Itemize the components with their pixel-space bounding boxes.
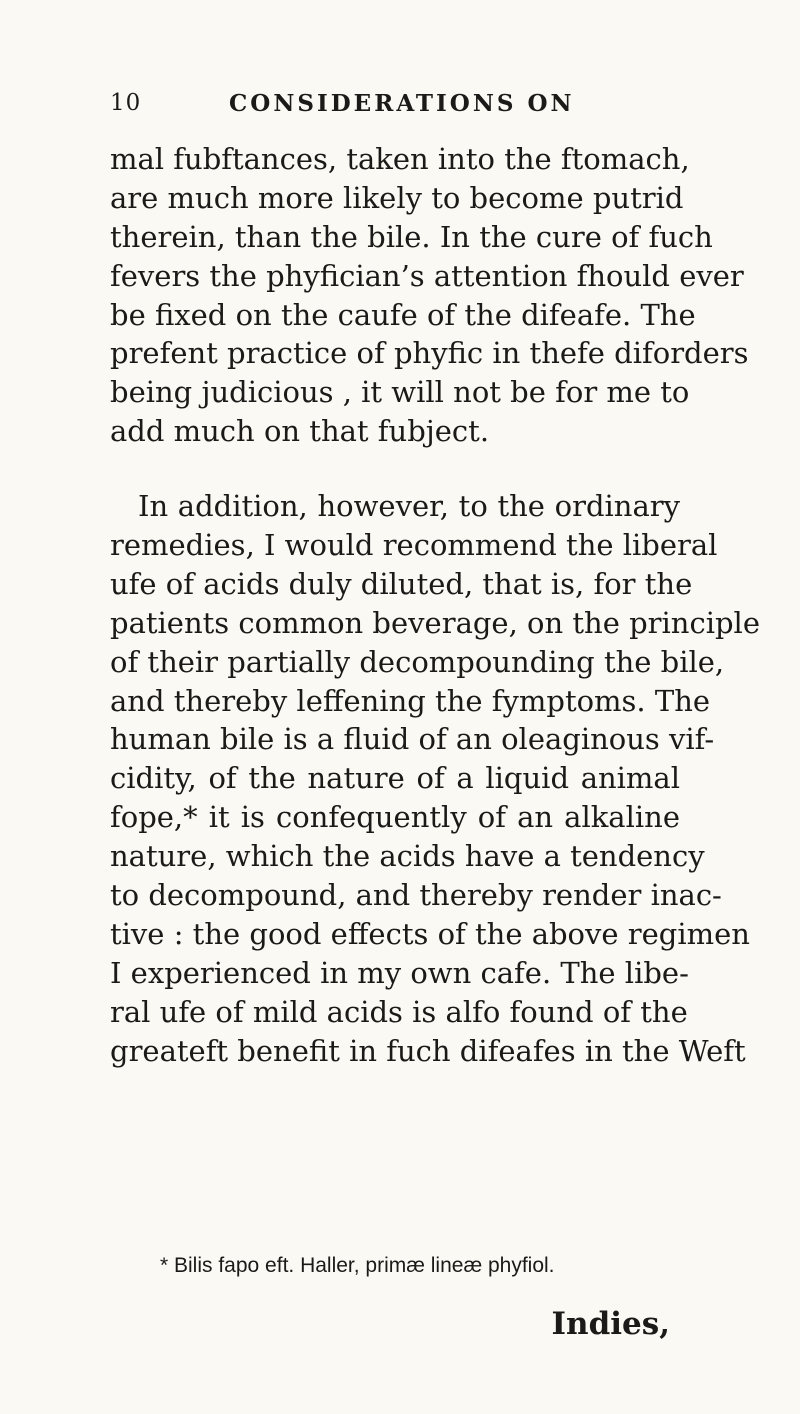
running-head [110,90,670,130]
text-line: and thereby leffening the fymptoms. The [110,683,711,718]
text-line: I experienced in my own cafe. The libe- [110,955,689,990]
paragraph-gap [110,451,680,487]
text-line: fevers the phyfician’s attention fhould ever [110,258,744,293]
text-line: cidity, of the nature of a liquid animal [110,761,680,796]
paragraph-1 [110,140,749,451]
text-line: In addition, however, to the ordinary [138,489,680,524]
text-line: prefent practice of phyfic in thefe diforders [110,336,749,371]
text-line: are much more likely to become putrid [110,180,684,215]
text-line: of their partially decompounding the bile, [110,644,725,679]
text-line: remedies, I would recommend the liberal [110,528,718,563]
text-line: greateft benefit in fuch difeafes in the Weft [110,1033,746,1068]
page-number: 10 [110,90,142,116]
text-line: human bile is a fluid of an oleaginous vif- [110,722,715,757]
catchword: Indies, [551,1306,670,1342]
running-title: CONSIDERATIONS ON [229,90,575,117]
text-line: be fixed on the caufe of the difeafe. The [110,297,696,332]
body-text [110,140,760,1070]
text-line: mal fubftances, taken into the ftomach, [110,142,690,176]
text-line: add much on that fubject. [110,414,490,449]
footnote: * Bilis fapo eft. Haller, primæ lineæ phyfiol. [160,1254,555,1277]
text-line: patients common beverage, on the principle [110,605,760,640]
text-line: ufe of acids duly diluted, that is, for the [110,566,693,601]
text-line: fope,* it is confequently of an alkaline [110,800,680,835]
text-line: being judicious , it will not be for me to [110,375,690,410]
text-line: therein, than the bile. In the cure of fuch [110,219,713,254]
paragraph-2 [110,487,760,1070]
text-line: nature, which the acids have a tendency [110,839,705,874]
text-line: to decompound, and thereby render inac- [110,878,722,913]
text-line: ral ufe of mild acids is alfo found of the [110,994,688,1029]
text-line: tive : the good effects of the above regimen [110,916,750,951]
